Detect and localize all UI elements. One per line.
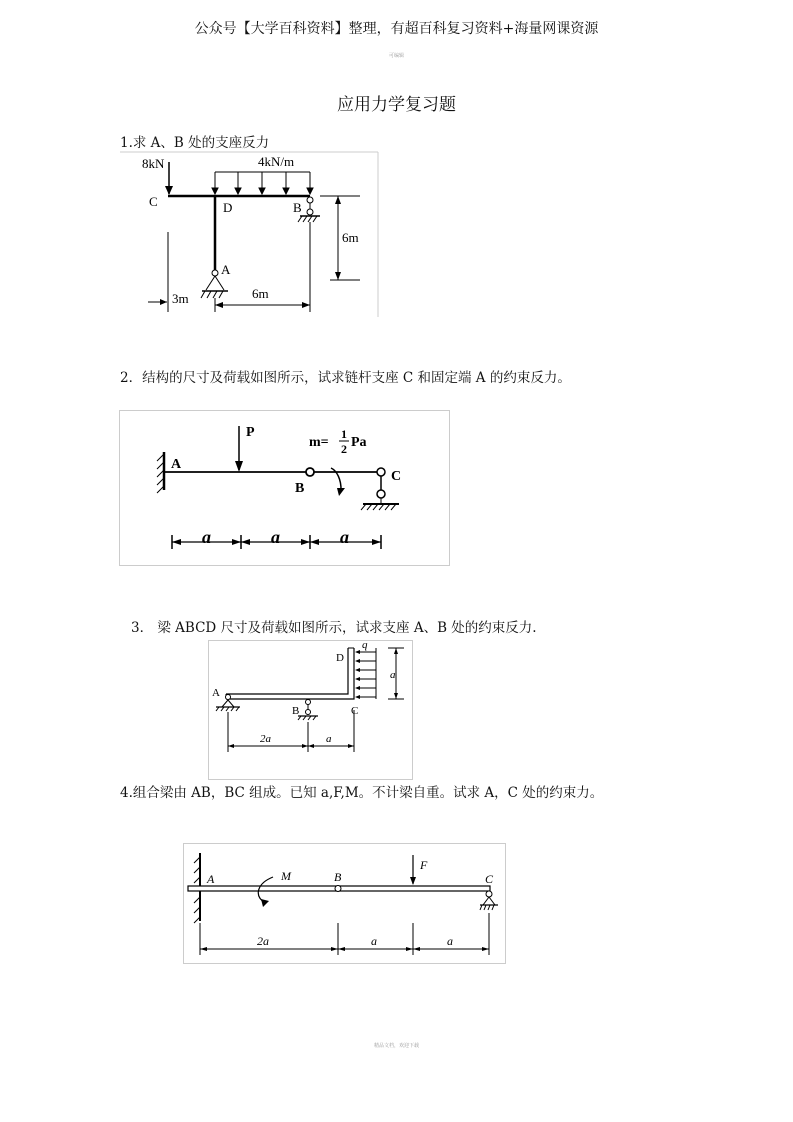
fig4-label-w2: a [371, 934, 377, 948]
fig2-label-a: A [171, 457, 182, 472]
page-subtext: 可编辑 [388, 53, 404, 59]
fig3-label-c: C [351, 705, 359, 717]
fig2-label-d1: a [202, 527, 211, 547]
fig4-label-a: A [207, 872, 215, 886]
fig4-label-f: F [420, 858, 428, 872]
fig2-label-pa: Pa [351, 435, 367, 450]
fig2-label-c: C [391, 469, 402, 484]
fig1-label-load: 8kN [142, 156, 165, 171]
fig2-label-two: 2 [341, 442, 347, 456]
fig1-label-w2: 6m [252, 286, 269, 301]
fig3-label-a: A [212, 687, 220, 699]
fig4-label-w1: 2a [257, 934, 269, 948]
fig1-label-c: C [149, 194, 158, 209]
fig1-label-d: D [223, 200, 233, 215]
figure-1 [120, 152, 380, 318]
fig2-label-p: P [246, 425, 255, 440]
fig3-label-q: q [362, 639, 368, 651]
fig1-label-dist: 4kN/m [258, 154, 295, 169]
fig1-label-w1: 3m [172, 291, 189, 306]
figure-2 [119, 410, 451, 566]
question-4: 4.组合梁由 AB，BC 组成。已知 a,F,M。不计梁自重。试求 A，C 处的约束力。 [120, 785, 604, 801]
question-1: 1.求 A、B 处的支座反力 [120, 135, 270, 151]
fig3-label-h: a [390, 669, 396, 681]
question-2: 2．结构的尺寸及荷载如图所示，试求链杆支座 C 和固定端 A 的约束反力。 [120, 370, 571, 386]
fig4-label-c: C [485, 872, 494, 886]
page-header: 公众号【大学百科资料】整理，有超百科复习资料+海量网课资源 [194, 21, 599, 37]
fig3-label-d: D [336, 652, 344, 664]
question-3: 3． 梁 ABCD 尺寸及荷载如图所示，试求支座 A、B 处的约束反力. [131, 620, 537, 636]
fig2-label-d2: a [271, 527, 280, 547]
fig2-label-m: m= [309, 435, 329, 450]
figure-3 [208, 640, 414, 780]
fig1-label-a: A [221, 262, 231, 277]
page-footer: 精品文档，欢迎下载 [373, 1043, 419, 1049]
fig3-label-w2: a [326, 733, 332, 745]
fig2-label-d3: a [340, 527, 349, 547]
fig3-label-b: B [292, 705, 300, 717]
fig1-label-b: B [293, 200, 302, 215]
fig1-label-h: 6m [342, 230, 359, 245]
fig2-label-b: B [295, 481, 305, 496]
figure-4 [183, 843, 507, 965]
page-title: 应用力学复习题 [337, 95, 456, 115]
fig2-label-one: 1 [341, 427, 347, 441]
fig3-label-w1: 2a [260, 733, 271, 745]
fig4-label-m: M [281, 869, 291, 883]
fig4-label-b: B [334, 870, 342, 884]
fig4-label-w3: a [447, 934, 453, 948]
